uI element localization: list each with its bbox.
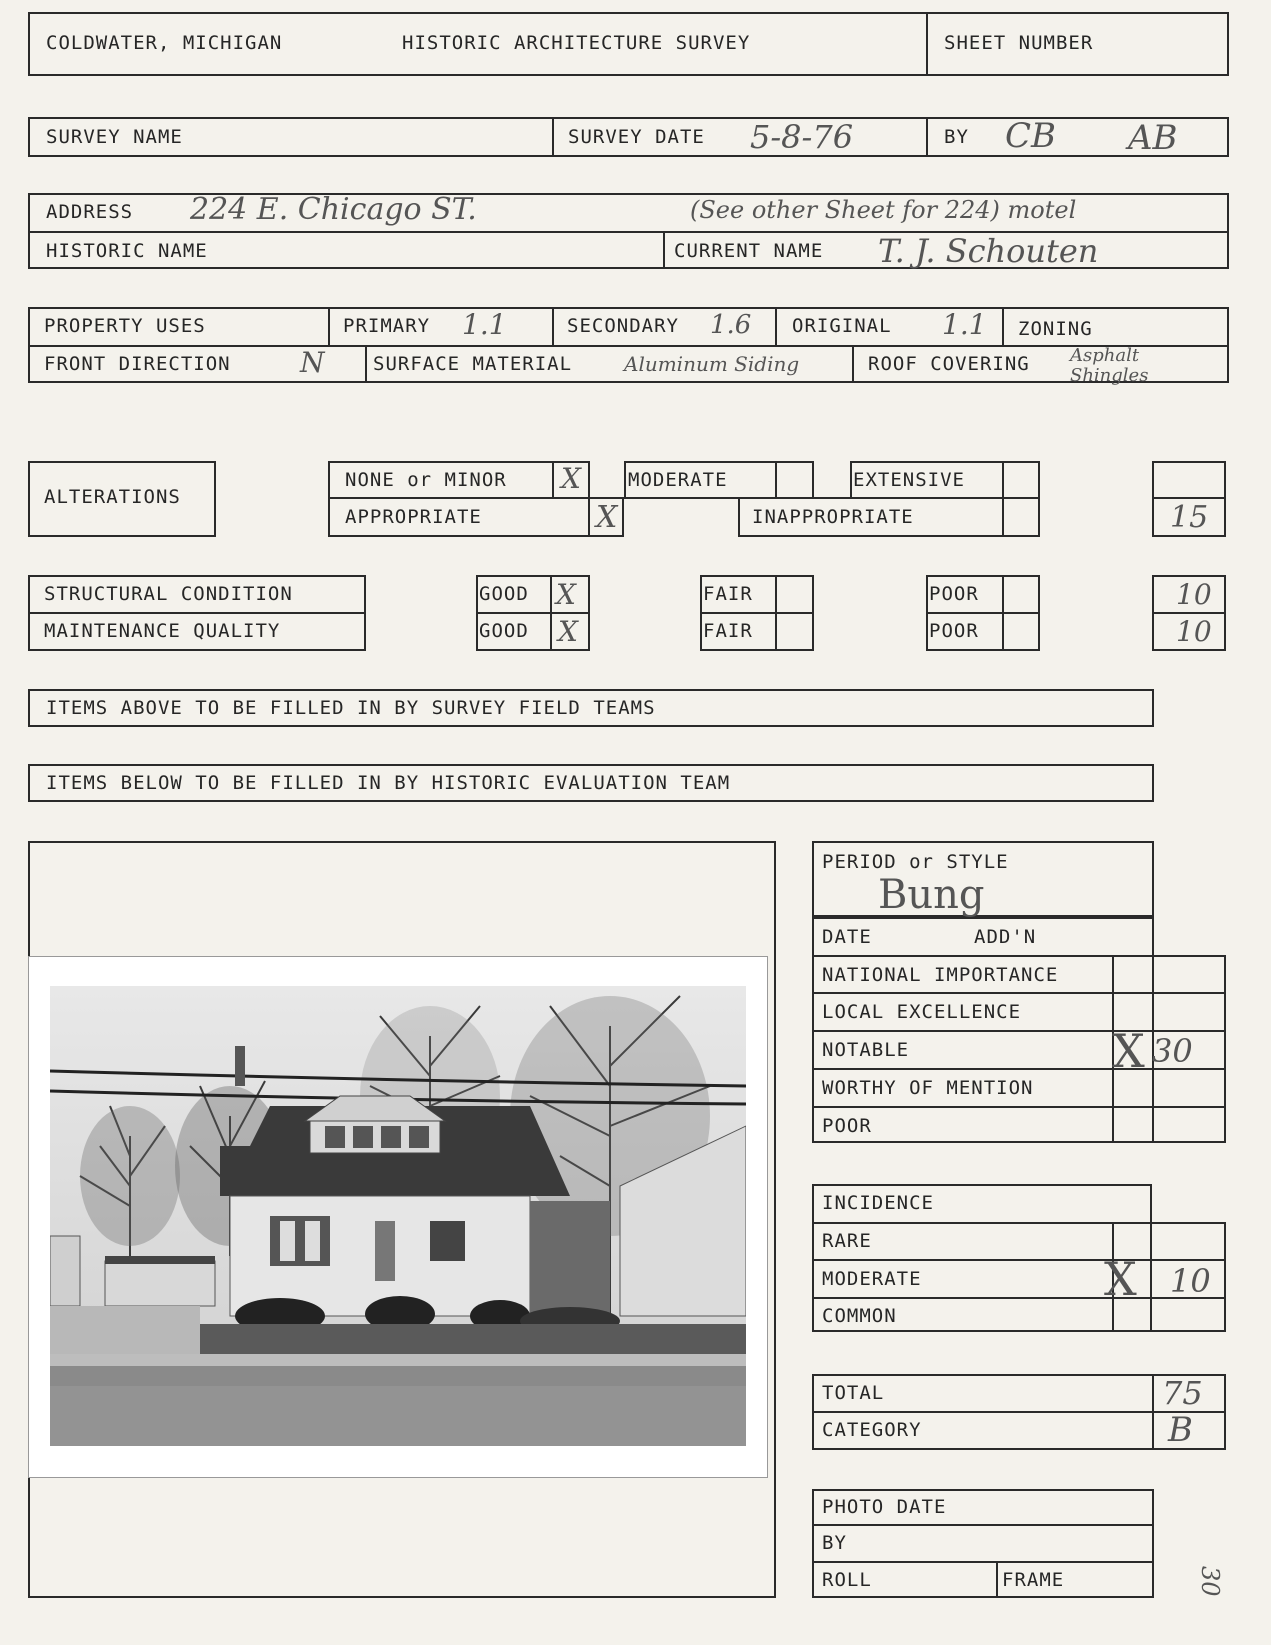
original-label: ORIGINAL bbox=[792, 315, 892, 337]
sheet-number-label: SHEET NUMBER bbox=[944, 32, 1094, 54]
incidence-moderate-mark: X bbox=[1104, 1252, 1137, 1306]
maintenance-good-mark: X bbox=[558, 615, 578, 648]
property-div-1 bbox=[328, 307, 330, 345]
photo-date-label: PHOTO DATE bbox=[822, 1496, 947, 1518]
property-div-2 bbox=[552, 307, 554, 345]
rating-row-5 bbox=[812, 1106, 1226, 1108]
rating-poor-label: POOR bbox=[822, 1115, 872, 1137]
extensive-divider bbox=[1002, 461, 1004, 499]
city-label: COLDWATER, MICHIGAN bbox=[46, 32, 283, 54]
poor-row-divider bbox=[926, 612, 1040, 614]
roof-covering-label: ROOF COVERING bbox=[868, 353, 1030, 375]
incidence-row-2 bbox=[812, 1259, 1226, 1261]
structural-good-mark: X bbox=[556, 578, 576, 611]
property-div-6 bbox=[852, 345, 854, 383]
frame-label: FRAME bbox=[1002, 1569, 1065, 1591]
rating-row-1 bbox=[812, 955, 1226, 957]
fair-col-divider bbox=[775, 575, 777, 651]
none-minor-label: NONE or MINOR bbox=[345, 469, 507, 491]
worthy-of-mention-label: WORTHY OF MENTION bbox=[822, 1077, 1034, 1099]
current-name-label: CURRENT NAME bbox=[674, 240, 824, 262]
category-label: CATEGORY bbox=[822, 1419, 922, 1441]
moderate-alt-divider bbox=[775, 461, 777, 499]
category-value: B bbox=[1168, 1410, 1193, 1450]
by-label: BY bbox=[944, 126, 969, 148]
property-div-3 bbox=[775, 307, 777, 345]
incidence-row-3 bbox=[812, 1297, 1226, 1299]
poor-label-1: POOR bbox=[929, 583, 979, 605]
good-col-divider bbox=[550, 575, 552, 651]
total-value: 75 bbox=[1162, 1374, 1203, 1412]
notable-mark: X bbox=[1112, 1024, 1145, 1078]
roof-covering-value-1: Asphalt bbox=[1070, 345, 1140, 366]
survey-divider-1 bbox=[552, 117, 554, 157]
fair-label-1: FAIR bbox=[703, 583, 753, 605]
address-label: ADDRESS bbox=[46, 201, 134, 223]
total-label: TOTAL bbox=[822, 1382, 885, 1404]
none-minor-divider bbox=[552, 461, 554, 499]
photo-by-label: BY bbox=[822, 1532, 847, 1554]
fair-row-divider bbox=[700, 612, 814, 614]
incidence-moderate-label: MODERATE bbox=[822, 1268, 922, 1290]
notable-label: NOTABLE bbox=[822, 1039, 910, 1061]
alterations-score: 15 bbox=[1170, 500, 1209, 535]
address-note: (See other Sheet for 224) motel bbox=[690, 196, 1077, 224]
fair-label-2: FAIR bbox=[703, 620, 753, 642]
house-photo bbox=[50, 986, 746, 1446]
front-direction-value: N bbox=[300, 346, 325, 379]
property-div-5 bbox=[365, 345, 367, 383]
margin-note: 30 bbox=[1196, 1566, 1224, 1597]
primary-value: 1.1 bbox=[462, 308, 507, 341]
condition-row-divider bbox=[28, 612, 366, 614]
good-label-2: GOOD bbox=[479, 620, 529, 642]
property-row-divider bbox=[28, 345, 1229, 347]
roll-label: ROLL bbox=[822, 1569, 872, 1591]
historic-name-label: HISTORIC NAME bbox=[46, 240, 208, 262]
items-above-note: ITEMS ABOVE TO BE FILLED IN BY SURVEY FIELD TEAMS bbox=[46, 697, 656, 719]
good-label-1: GOOD bbox=[479, 583, 529, 605]
alterations-score-divider bbox=[1152, 497, 1226, 499]
property-uses-label: PROPERTY USES bbox=[44, 315, 206, 337]
inappropriate-divider bbox=[1002, 497, 1004, 537]
rating-row-2 bbox=[812, 992, 1226, 994]
local-excellence-label: LOCAL EXCELLENCE bbox=[822, 1001, 1022, 1023]
front-direction-label: FRONT DIRECTION bbox=[44, 353, 231, 375]
alterations-label: ALTERATIONS bbox=[44, 486, 181, 508]
extensive-label: EXTENSIVE bbox=[853, 469, 965, 491]
survey-date-value: 5-8-76 bbox=[750, 118, 854, 156]
address-value: 224 E. Chicago ST. bbox=[190, 192, 477, 227]
original-value: 1.1 bbox=[942, 308, 987, 341]
primary-label: PRIMARY bbox=[343, 315, 431, 337]
date-label: DATE bbox=[822, 926, 872, 948]
structural-score: 10 bbox=[1176, 578, 1212, 611]
structural-condition-label: STRUCTURAL CONDITION bbox=[44, 583, 293, 605]
survey-divider-2 bbox=[926, 117, 928, 157]
maintenance-score: 10 bbox=[1176, 615, 1212, 648]
secondary-label: SECONDARY bbox=[567, 315, 679, 337]
by-value: CB bbox=[1005, 116, 1056, 156]
property-div-4 bbox=[1002, 307, 1004, 345]
good-row-divider bbox=[476, 612, 590, 614]
survey-date-label: SURVEY DATE bbox=[568, 126, 705, 148]
current-name-divider bbox=[663, 231, 665, 269]
surface-material-label: SURFACE MATERIAL bbox=[373, 353, 573, 375]
appropriate-label: APPROPRIATE bbox=[345, 506, 482, 528]
common-label: COMMON bbox=[822, 1305, 897, 1327]
surface-material-value: Aluminum Siding bbox=[624, 352, 800, 376]
header-divider bbox=[926, 12, 928, 76]
condition-score-divider bbox=[1152, 612, 1226, 614]
photo-info-row-1 bbox=[812, 1524, 1154, 1526]
by-value-2: AB bbox=[1128, 118, 1178, 158]
poor-label-2: POOR bbox=[929, 620, 979, 642]
zoning-label: ZONING bbox=[1018, 318, 1093, 340]
photo-info-col-divider bbox=[996, 1561, 998, 1598]
current-name-value: T. J. Schouten bbox=[878, 232, 1099, 270]
addn-label: ADD'N bbox=[974, 926, 1037, 948]
notable-score: 30 bbox=[1152, 1032, 1193, 1070]
period-style-value: Bung bbox=[878, 872, 985, 918]
incidence-label: INCIDENCE bbox=[822, 1192, 934, 1214]
maintenance-quality-label: MAINTENANCE QUALITY bbox=[44, 620, 281, 642]
national-importance-label: NATIONAL IMPORTANCE bbox=[822, 964, 1059, 986]
moderate-alt-label: MODERATE bbox=[628, 469, 728, 491]
survey-name-label: SURVEY NAME bbox=[46, 126, 183, 148]
total-col-divider bbox=[1152, 1374, 1154, 1450]
period-style-label: PERIOD or STYLE bbox=[822, 851, 1009, 873]
roof-covering-value-2: Shingles bbox=[1070, 365, 1149, 386]
incidence-moderate-score: 10 bbox=[1170, 1262, 1211, 1300]
rare-label: RARE bbox=[822, 1230, 872, 1252]
survey-title: HISTORIC ARCHITECTURE SURVEY bbox=[402, 32, 751, 54]
inappropriate-label: INAPPROPRIATE bbox=[752, 506, 914, 528]
poor-col-divider bbox=[1002, 575, 1004, 651]
photo-info-row-2 bbox=[812, 1561, 1154, 1563]
none-minor-mark: X bbox=[561, 462, 581, 495]
appropriate-mark: X bbox=[596, 500, 618, 535]
secondary-value: 1.6 bbox=[710, 310, 752, 340]
incidence-row-1 bbox=[812, 1222, 1226, 1224]
appropriate-divider bbox=[588, 497, 590, 537]
items-below-note: ITEMS BELOW TO BE FILLED IN BY HISTORIC EVALUATION TEAM bbox=[46, 772, 731, 794]
